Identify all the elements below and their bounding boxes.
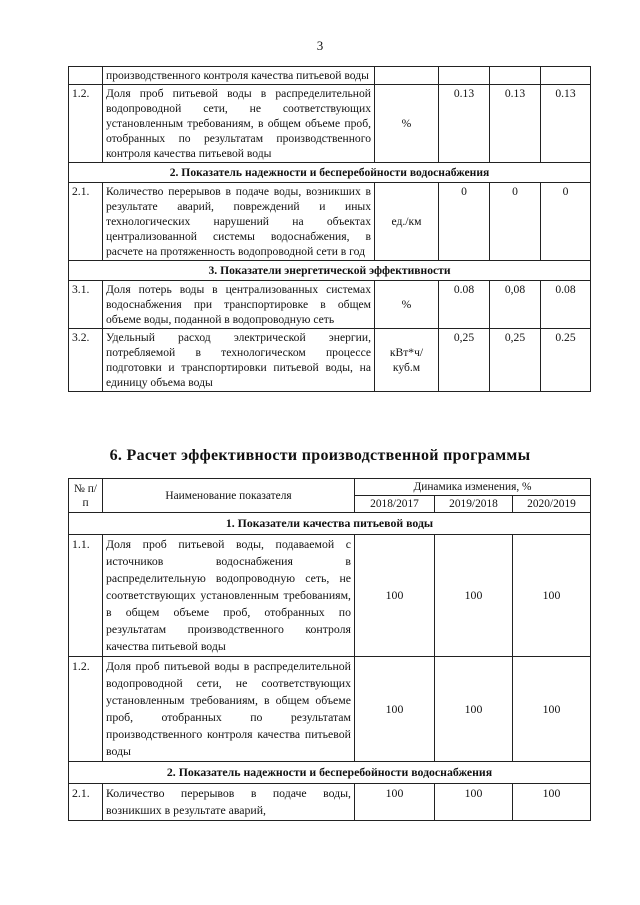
indicator-name: Количество перерывов в подаче воды, возникших в результате аварий, повреждений и иных технологических нарушений на объектах централизованной системы водоснабжения, в расчете на протяженность водопроводной сети в год bbox=[103, 183, 375, 261]
value-cell: 0.13 bbox=[439, 85, 490, 163]
section-row bbox=[69, 513, 591, 535]
table-row bbox=[69, 535, 591, 657]
unit-cell: % bbox=[375, 85, 439, 163]
header-num: № п/п bbox=[69, 479, 103, 513]
value-cell: 100 bbox=[435, 535, 513, 657]
value-cell bbox=[541, 67, 591, 85]
indicator-name: Доля проб питьевой воды, подаваемой с источников водоснабжения в распределительную водопроводную сеть, не соответствующих установленным требованиям, в общем объеме проб, отобранных по результатам производственного контроля качества питьевой воды bbox=[103, 535, 355, 657]
indicator-name: Удельный расход электрической энергии, потребляемой в технологическом процессе подготовки и транспортировки питьевой воды, на единицу объема воды bbox=[103, 329, 375, 392]
table-row bbox=[69, 281, 591, 329]
unit-cell: кВт*ч/ куб.м bbox=[375, 329, 439, 392]
value-cell: 0,08 bbox=[490, 281, 541, 329]
table-row bbox=[69, 183, 591, 261]
indicator-name: Доля проб питьевой воды в распределительной водопроводной сети, не соответствующих установленным требованиям, в общем объеме проб, отобранных по результатам производственного контроля качества питьевой воды bbox=[103, 657, 355, 762]
row-number: 3.1. bbox=[69, 281, 103, 329]
value-cell: 0 bbox=[439, 183, 490, 261]
section-heading: 3. Показатели энергетической эффективности bbox=[69, 261, 591, 281]
indicators-table bbox=[68, 66, 591, 392]
header-year: 2018/2017 bbox=[355, 496, 435, 513]
table-row bbox=[69, 329, 591, 392]
section-title: 6. Расчет эффективности производственной программы bbox=[109, 447, 531, 464]
value-cell bbox=[490, 67, 541, 85]
row-number: 2.1. bbox=[69, 784, 103, 821]
value-cell: 100 bbox=[355, 784, 435, 821]
section-heading: 2. Показатель надежности и бесперебойности водоснабжения bbox=[69, 163, 591, 183]
row-number bbox=[69, 67, 103, 85]
section-row bbox=[69, 163, 591, 183]
row-number: 1.2. bbox=[69, 85, 103, 163]
value-cell: 0 bbox=[490, 183, 541, 261]
table-row bbox=[69, 657, 591, 762]
row-number: 1.1. bbox=[69, 535, 103, 657]
value-cell: 100 bbox=[355, 657, 435, 762]
indicator-name: Доля проб питьевой воды в распределительной водопроводной сети, не соответствующих установленным требованиям, в общем объеме проб, отобранных по результатам производственного контроля качества питьевой воды bbox=[103, 85, 375, 163]
value-cell: 100 bbox=[435, 657, 513, 762]
row-number: 1.2. bbox=[69, 657, 103, 762]
efficiency-table bbox=[68, 478, 591, 821]
page-number: 3 bbox=[316, 38, 324, 53]
unit-cell: % bbox=[375, 281, 439, 329]
header-year: 2019/2018 bbox=[435, 496, 513, 513]
table-row bbox=[69, 85, 591, 163]
indicator-name: Доля потерь воды в централизованных системах водоснабжения при транспортировке в общем объеме воды, поданной в водопроводную сеть bbox=[103, 281, 375, 329]
value-cell: 100 bbox=[513, 535, 591, 657]
unit-cell bbox=[375, 67, 439, 85]
indicator-name: производственного контроля качества питьевой воды bbox=[103, 67, 375, 85]
value-cell bbox=[439, 67, 490, 85]
value-cell: 100 bbox=[435, 784, 513, 821]
value-cell: 100 bbox=[513, 784, 591, 821]
value-cell: 0,25 bbox=[490, 329, 541, 392]
value-cell: 0.25 bbox=[541, 329, 591, 392]
header-dynamics: Динамика изменения, % bbox=[355, 479, 591, 496]
row-number: 3.2. bbox=[69, 329, 103, 392]
value-cell: 0.13 bbox=[490, 85, 541, 163]
row-number: 2.1. bbox=[69, 183, 103, 261]
section-row bbox=[69, 762, 591, 784]
efficiency-table-body bbox=[69, 513, 591, 821]
value-cell: 0,25 bbox=[439, 329, 490, 392]
header-name: Наименование показателя bbox=[103, 479, 355, 513]
value-cell: 100 bbox=[513, 657, 591, 762]
header-year: 2020/2019 bbox=[513, 496, 591, 513]
section-heading: 2. Показатель надежности и бесперебойности водоснабжения bbox=[69, 762, 591, 784]
section-heading: 1. Показатели качества питьевой воды bbox=[69, 513, 591, 535]
indicators-table-body bbox=[69, 67, 591, 392]
value-cell: 0.13 bbox=[541, 85, 591, 163]
unit-cell: ед./км bbox=[375, 183, 439, 261]
table-row bbox=[69, 784, 591, 821]
section-row bbox=[69, 261, 591, 281]
value-cell: 0 bbox=[541, 183, 591, 261]
indicator-name: Количество перерывов в подаче воды, возникших в результате аварий, bbox=[103, 784, 355, 821]
value-cell: 0.08 bbox=[541, 281, 591, 329]
value-cell: 100 bbox=[355, 535, 435, 657]
value-cell: 0.08 bbox=[439, 281, 490, 329]
table-row bbox=[69, 67, 591, 85]
